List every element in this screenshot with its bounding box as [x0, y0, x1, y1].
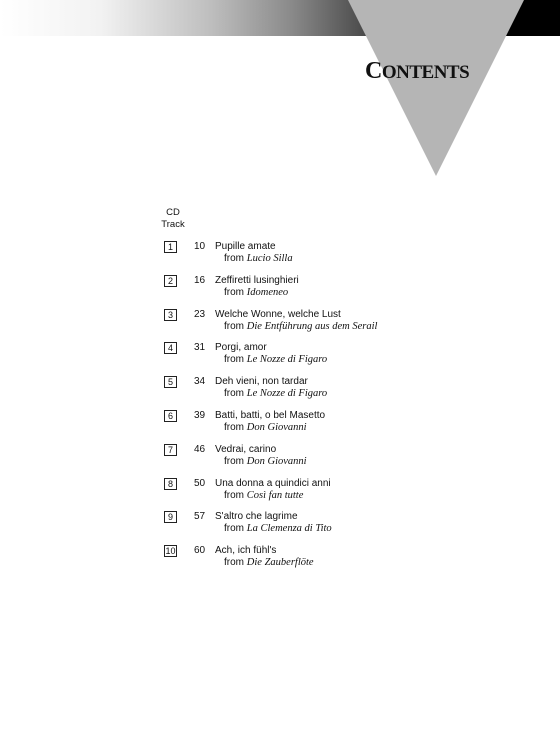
aria-source: from Die Entführung aus dem Serail [224, 320, 378, 332]
aria-title: Una donna a quindici anni [215, 477, 331, 489]
aria-title: Vedrai, carino [215, 443, 277, 455]
cd-label: CD [166, 207, 180, 218]
aria-source: from La Clemenza di Tito [224, 523, 332, 535]
aria-title: Pupille amate [215, 241, 276, 252]
aria-source: from Die Zauberflöte [224, 557, 314, 569]
toc-entry [164, 274, 524, 308]
aria-title: Porgi, amor [215, 342, 267, 354]
opera-name: Die Zauberflöte [246, 557, 314, 569]
aria-source: from Don Giovanni [224, 421, 307, 433]
opera-name: Idomeneo [246, 286, 289, 298]
header-triangle [348, 0, 524, 176]
page-number: 46 [194, 443, 206, 455]
page-number: 31 [194, 342, 206, 354]
track-label: Track [161, 219, 185, 230]
table-of-contents [164, 240, 524, 578]
aria-source: from Lucio Silla [224, 253, 293, 264]
track-number-box: 3 [164, 309, 177, 321]
opera-name: Lucio Silla [246, 253, 293, 264]
aria-title: Ach, ich fühl's [215, 545, 277, 557]
aria-source: from Le Nozze di Figaro [224, 354, 328, 366]
track-number-box: 1 [164, 241, 177, 253]
toc-entry [164, 477, 524, 511]
toc-entry [164, 240, 524, 274]
aria-title: Welche Wonne, welche Lust [215, 308, 341, 320]
opera-name: Die Entführung aus dem Serail [246, 320, 378, 332]
opera-name: Così fan tutte [246, 489, 304, 501]
page-title: CONTENTS [365, 58, 470, 84]
page-number: 34 [194, 376, 206, 388]
track-number-box: 5 [164, 376, 177, 388]
track-number-box: 10 [165, 546, 176, 557]
aria-title: S'altro che lagrime [215, 511, 298, 523]
track-number-box: 9 [164, 511, 177, 523]
page-number: 50 [194, 477, 206, 489]
toc-entry [164, 308, 524, 342]
page-number: 16 [194, 274, 206, 286]
toc-entry [164, 341, 524, 375]
aria-source: from Idomeneo [224, 286, 289, 298]
track-number-box: 4 [164, 342, 177, 354]
page-number: 60 [194, 545, 206, 557]
aria-source: from Don Giovanni [224, 455, 307, 467]
page-number: 39 [194, 409, 206, 421]
page-number: 57 [194, 511, 206, 523]
track-number-box: 8 [164, 478, 177, 490]
aria-source: from Le Nozze di Figaro [224, 388, 328, 400]
aria-title: Deh vieni, non tardar [215, 376, 308, 388]
opera-name: La Clemenza di Tito [246, 523, 332, 535]
track-number-box: 2 [164, 275, 177, 287]
opera-name: Le Nozze di Figaro [246, 388, 328, 400]
page-number: 23 [194, 308, 206, 320]
opera-name: Don Giovanni [246, 421, 307, 433]
aria-title: Zeffiretti lusinghieri [215, 274, 299, 286]
opera-name: Le Nozze di Figaro [246, 354, 328, 366]
toc-entry [164, 510, 524, 544]
track-number-box: 6 [164, 410, 177, 422]
cd-track-header [160, 207, 186, 231]
toc-entry [164, 443, 524, 477]
toc-entry [164, 544, 524, 578]
track-number-box: 7 [164, 444, 177, 456]
page-number: 10 [194, 241, 206, 252]
toc-entry [164, 375, 524, 409]
aria-title: Batti, batti, o bel Masetto [215, 409, 326, 421]
opera-name: Don Giovanni [246, 455, 307, 467]
aria-source: from Così fan tutte [224, 489, 304, 501]
toc-entry [164, 409, 524, 443]
